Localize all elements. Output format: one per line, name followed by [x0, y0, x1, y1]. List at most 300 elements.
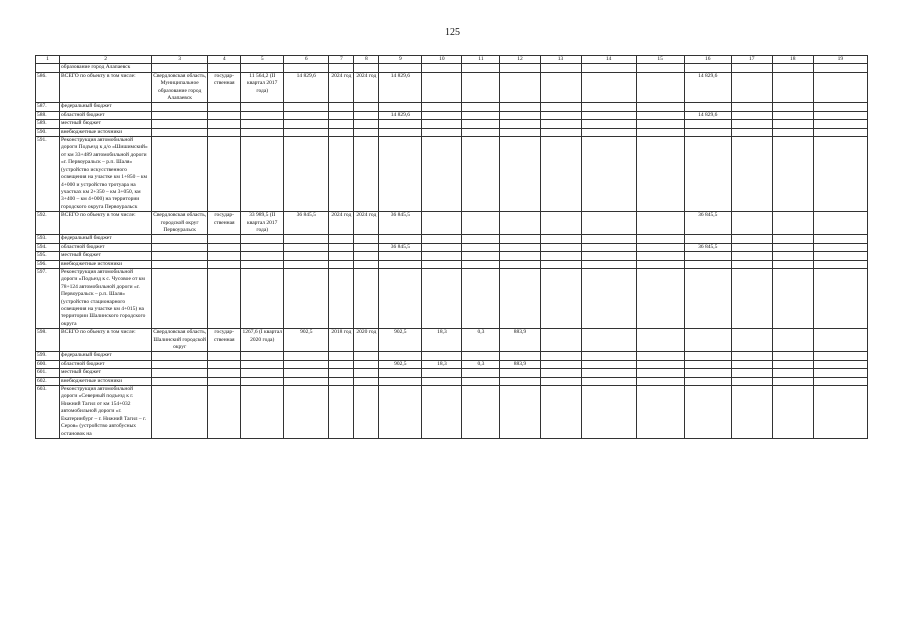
- table-cell: [813, 212, 867, 235]
- table-cell: [354, 377, 379, 385]
- table-cell: [208, 360, 241, 368]
- table-cell: [462, 128, 500, 136]
- table-cell: [636, 352, 684, 360]
- table-cell: 0,3: [462, 360, 500, 368]
- table-cell: [208, 377, 241, 385]
- table-cell: [241, 137, 284, 212]
- table-cell: государ-ственная: [208, 212, 241, 235]
- table-cell: [208, 243, 241, 251]
- table-cell: [540, 137, 581, 212]
- table-row: [36, 360, 868, 368]
- table-cell: [636, 120, 684, 128]
- table-cell: [422, 260, 462, 268]
- table-cell: 2024 год: [329, 212, 354, 235]
- table-cell: [813, 120, 867, 128]
- table-cell: [284, 64, 329, 72]
- table-cell: Реконструкция автомобильной дороги Подъезд к д/о «Шишимский» от км 33+489 автомобильной дороги «г. Первоуральск – р.п. Шаля» (устройство искусственного освещения на участке км 1+850 – км 4+000 и устройство тротуара на участках км 2+350 – км 3+050, км 3+400 – км 4+000) на территории городского округа Первоуральск: [60, 137, 152, 212]
- table-cell: областной бюджет: [60, 243, 152, 251]
- table-row: [36, 369, 868, 377]
- table-cell: [284, 369, 329, 377]
- table-cell: 902,5: [379, 329, 422, 352]
- table-cell: [284, 128, 329, 136]
- table-cell: [813, 252, 867, 260]
- table-cell: государ-ственная: [208, 72, 241, 103]
- table-cell: [731, 329, 772, 352]
- page-number: 125: [445, 27, 460, 38]
- table-cell: [813, 268, 867, 328]
- table-cell: [152, 103, 208, 111]
- column-header: 3: [152, 56, 208, 64]
- table-cell: [540, 243, 581, 251]
- table-cell: [152, 243, 208, 251]
- table-cell: [581, 329, 636, 352]
- table-cell: [422, 243, 462, 251]
- table-cell: [500, 111, 540, 119]
- table-cell: [731, 369, 772, 377]
- column-header: 4: [208, 56, 241, 64]
- table-cell: [329, 128, 354, 136]
- table-cell: [241, 377, 284, 385]
- table-cell: [731, 377, 772, 385]
- table-cell: местный бюджет: [60, 252, 152, 260]
- table-cell: [422, 120, 462, 128]
- table-row: [36, 329, 868, 352]
- table-cell: [500, 268, 540, 328]
- table-cell: [684, 120, 731, 128]
- column-header: 19: [813, 56, 867, 64]
- table-cell: [772, 268, 813, 328]
- table-cell: [422, 252, 462, 260]
- table-cell: [329, 235, 354, 243]
- table-cell: Свердловская область, Шалинский городской округ: [153, 329, 207, 351]
- table-cell: [540, 377, 581, 385]
- table-cell: 598.: [36, 329, 60, 352]
- table-cell: областной бюджет: [60, 360, 152, 368]
- column-header: 11: [462, 56, 500, 64]
- table-cell: [462, 103, 500, 111]
- table-cell: [329, 369, 354, 377]
- table-row: [36, 268, 868, 328]
- table-cell: [772, 72, 813, 103]
- table-cell: [636, 243, 684, 251]
- table-cell: [581, 212, 636, 235]
- table-cell: [581, 268, 636, 328]
- table-row: [36, 64, 868, 72]
- table-cell: 14 829,6: [684, 72, 731, 103]
- table-cell: [731, 212, 772, 235]
- table-row: [36, 377, 868, 385]
- table-cell: [540, 268, 581, 328]
- table-cell: [208, 235, 241, 243]
- table-cell: [500, 386, 540, 439]
- table-row: [36, 103, 868, 111]
- table-cell: [500, 260, 540, 268]
- table-cell: [684, 329, 731, 352]
- table-cell: [581, 252, 636, 260]
- table-cell: [684, 252, 731, 260]
- table-cell: [772, 235, 813, 243]
- table-cell: ВСЕГО по объекту в том числе:: [60, 212, 152, 235]
- table-cell: [731, 352, 772, 360]
- table-cell: [540, 260, 581, 268]
- column-header: 5: [241, 56, 284, 64]
- table-cell: [772, 243, 813, 251]
- table-cell: [422, 268, 462, 328]
- table-cell: внебюджетные источники: [60, 260, 152, 268]
- column-header: 9: [379, 56, 422, 64]
- table-cell: [813, 103, 867, 111]
- table-cell: 602.: [36, 377, 60, 385]
- table-row: [36, 243, 868, 251]
- table-cell: [581, 128, 636, 136]
- table-cell: [500, 235, 540, 243]
- table-cell: 2024 год: [329, 72, 354, 103]
- table-cell: [731, 243, 772, 251]
- table-cell: [422, 386, 462, 439]
- table-row: [36, 72, 868, 103]
- table-cell: [208, 128, 241, 136]
- table-cell: [684, 128, 731, 136]
- table-cell: 883,9: [500, 360, 540, 368]
- table-cell: [636, 268, 684, 328]
- table-cell: 883,9: [500, 329, 540, 352]
- table-cell: [462, 235, 500, 243]
- table-cell: 590.: [36, 128, 60, 136]
- table-cell: [813, 377, 867, 385]
- table-cell: [540, 212, 581, 235]
- table-cell: [241, 111, 284, 119]
- table-cell: [152, 268, 208, 328]
- table-cell: [208, 64, 241, 72]
- table-cell: 595.: [36, 252, 60, 260]
- table-cell: [772, 212, 813, 235]
- table-cell: [731, 260, 772, 268]
- column-header: 6: [284, 56, 329, 64]
- table-cell: [241, 64, 284, 72]
- table-cell: [636, 103, 684, 111]
- table-cell: [422, 352, 462, 360]
- table-cell: [500, 212, 540, 235]
- table-cell: 14 829,6: [379, 72, 422, 103]
- table-cell: [731, 64, 772, 72]
- table-cell: 14 829,6: [379, 111, 422, 119]
- table-cell: [284, 235, 329, 243]
- table-cell: [772, 111, 813, 119]
- table-cell: [581, 103, 636, 111]
- table-cell: [500, 243, 540, 251]
- table-cell: [684, 377, 731, 385]
- column-header: 13: [540, 56, 581, 64]
- table-cell: [813, 260, 867, 268]
- table-cell: [208, 111, 241, 119]
- table-cell: [208, 268, 241, 328]
- table-cell: [813, 360, 867, 368]
- table-cell: [422, 72, 462, 103]
- table-cell: 601.: [36, 369, 60, 377]
- table-cell: [540, 111, 581, 119]
- table-cell: 599.: [36, 352, 60, 360]
- table-cell: [581, 137, 636, 212]
- table-cell: [500, 377, 540, 385]
- table-cell: [354, 120, 379, 128]
- table-cell: [540, 103, 581, 111]
- table-cell: 600.: [36, 360, 60, 368]
- table-cell: [581, 120, 636, 128]
- table-cell: [329, 377, 354, 385]
- table-cell: [152, 377, 208, 385]
- table-cell: [462, 377, 500, 385]
- table-cell: 596.: [36, 260, 60, 268]
- table-cell: [813, 235, 867, 243]
- table-cell: [462, 120, 500, 128]
- table-cell: [500, 252, 540, 260]
- table-cell: [581, 235, 636, 243]
- table-cell: [354, 111, 379, 119]
- table-cell: 2020 год: [354, 329, 379, 352]
- table-cell: [241, 260, 284, 268]
- table-cell: [208, 252, 241, 260]
- table-cell: ВСЕГО по объекту в том числе:: [60, 329, 152, 352]
- table-cell: [462, 260, 500, 268]
- table-cell: [329, 111, 354, 119]
- table-cell: [241, 369, 284, 377]
- column-header: 15: [636, 56, 684, 64]
- table-cell: [813, 137, 867, 212]
- table-cell: [636, 260, 684, 268]
- table-cell: 36 845,5: [379, 212, 422, 235]
- budget-table: [35, 55, 868, 439]
- table-cell: [731, 72, 772, 103]
- table-row: [36, 137, 868, 212]
- table-cell: [684, 268, 731, 328]
- table-cell: [772, 128, 813, 136]
- table-cell: [500, 369, 540, 377]
- table-cell: [379, 260, 422, 268]
- table-cell: [636, 369, 684, 377]
- column-header: 10: [422, 56, 462, 64]
- table-cell: [354, 369, 379, 377]
- table-cell: 18,3: [422, 360, 462, 368]
- table-cell: [500, 64, 540, 72]
- table-cell: [540, 352, 581, 360]
- table-cell: [422, 235, 462, 243]
- table-cell: [284, 377, 329, 385]
- table-cell: [540, 235, 581, 243]
- table-cell: [152, 64, 208, 72]
- table-cell: [354, 252, 379, 260]
- table-cell: [284, 360, 329, 368]
- table-cell: [329, 243, 354, 251]
- table-cell: [36, 64, 60, 72]
- table-cell: [241, 128, 284, 136]
- table-cell: [284, 137, 329, 212]
- table-cell: [500, 128, 540, 136]
- table-cell: [772, 120, 813, 128]
- table-cell: [422, 64, 462, 72]
- table-row: [36, 111, 868, 119]
- table-cell: [241, 268, 284, 328]
- table-cell: [581, 72, 636, 103]
- table-cell: 587.: [36, 103, 60, 111]
- table-cell: федеральный бюджет: [60, 103, 152, 111]
- table-cell: [636, 360, 684, 368]
- table-cell: [636, 329, 684, 352]
- table-cell: [379, 128, 422, 136]
- table-cell: [354, 64, 379, 72]
- table-cell: [772, 329, 813, 352]
- table-cell: [329, 360, 354, 368]
- table-cell: [581, 360, 636, 368]
- table-cell: [284, 243, 329, 251]
- table-cell: [813, 128, 867, 136]
- table-cell: [379, 64, 422, 72]
- table-cell: [772, 137, 813, 212]
- table-cell: [684, 103, 731, 111]
- table-cell: [354, 235, 379, 243]
- table-cell: 603.: [36, 386, 60, 439]
- table-cell: 11 564,2 (II квартал 2017 года): [241, 72, 284, 103]
- table-cell: Свердловская область, Муниципальное образование город Алапаевск: [153, 72, 207, 102]
- table-cell: [422, 369, 462, 377]
- table-cell: [329, 352, 354, 360]
- table-cell: [284, 268, 329, 328]
- table-cell: [329, 386, 354, 439]
- table-cell: [462, 111, 500, 119]
- table-cell: 14 829,6: [284, 72, 329, 103]
- table-cell: [772, 260, 813, 268]
- table-cell: [152, 369, 208, 377]
- table-cell: 902,5: [284, 329, 329, 352]
- column-header: 14: [581, 56, 636, 64]
- table-cell: [354, 360, 379, 368]
- table-cell: [581, 64, 636, 72]
- table-cell: 14 829,6: [684, 111, 731, 119]
- table-cell: федеральный бюджет: [60, 235, 152, 243]
- table-row: [36, 352, 868, 360]
- table-row: [36, 260, 868, 268]
- table-cell: [152, 352, 208, 360]
- table-cell: [772, 369, 813, 377]
- table-cell: [208, 369, 241, 377]
- table-cell: [329, 252, 354, 260]
- table-cell: [772, 252, 813, 260]
- table-cell: [684, 260, 731, 268]
- table-cell: ВСЕГО по объекту в том числе:: [60, 72, 152, 103]
- table-cell: федеральный бюджет: [60, 352, 152, 360]
- table-cell: 33 989,5 (II квартал 2017 года): [241, 212, 284, 235]
- table-cell: [500, 352, 540, 360]
- table-cell: [462, 212, 500, 235]
- column-header: 17: [731, 56, 772, 64]
- table-cell: [152, 120, 208, 128]
- table-cell: [329, 64, 354, 72]
- table-cell: [684, 386, 731, 439]
- table-cell: [636, 212, 684, 235]
- table-cell: 902,5: [379, 360, 422, 368]
- table-cell: [540, 369, 581, 377]
- table-cell: [540, 360, 581, 368]
- table-cell: 2024 год: [354, 212, 379, 235]
- table-cell: [731, 128, 772, 136]
- table-cell: [540, 72, 581, 103]
- table-cell: 36 845,5: [284, 212, 329, 235]
- table-cell: [772, 360, 813, 368]
- table-cell: [462, 369, 500, 377]
- table-cell: [581, 352, 636, 360]
- table-cell: [636, 235, 684, 243]
- table-header-row: [36, 56, 868, 64]
- table-cell: 2018 год: [329, 329, 354, 352]
- table-cell: [684, 360, 731, 368]
- table-cell: [731, 137, 772, 212]
- table-cell: [354, 137, 379, 212]
- table-row: [36, 386, 868, 439]
- table-cell: [329, 260, 354, 268]
- table-cell: [813, 386, 867, 439]
- table-cell: [462, 352, 500, 360]
- table-row: [36, 252, 868, 260]
- table-cell: [354, 268, 379, 328]
- table-cell: [636, 252, 684, 260]
- column-header: 16: [684, 56, 731, 64]
- table-cell: [422, 103, 462, 111]
- table-cell: [540, 64, 581, 72]
- table-cell: [379, 120, 422, 128]
- table-cell: [684, 352, 731, 360]
- table-cell: [354, 103, 379, 111]
- table-cell: [500, 103, 540, 111]
- table-cell: [284, 252, 329, 260]
- table-cell: [772, 352, 813, 360]
- table-cell: [540, 128, 581, 136]
- table-cell: [329, 103, 354, 111]
- table-cell: [684, 137, 731, 212]
- table-cell: [540, 386, 581, 439]
- table-cell: [636, 111, 684, 119]
- table-cell: 36 845,5: [379, 243, 422, 251]
- table-cell: [379, 235, 422, 243]
- table-cell: [462, 386, 500, 439]
- table-cell: [379, 377, 422, 385]
- table-cell: [379, 386, 422, 439]
- table-cell: [813, 72, 867, 103]
- table-cell: [422, 137, 462, 212]
- table-cell: [636, 64, 684, 72]
- table-cell: 18,3: [422, 329, 462, 352]
- table-cell: 592.: [36, 212, 60, 235]
- table-cell: [208, 386, 241, 439]
- table-cell: Реконструкция автомобильной дороги «Северный подъезд к г. Нижний Тагил от км 154+032 автомобильной дороги «г. Екатеринбург – г. Нижний Тагил – г. Серов» (устройство автобусных остановок на: [60, 386, 152, 439]
- table-cell: [422, 377, 462, 385]
- table-cell: [152, 111, 208, 119]
- table-cell: [540, 252, 581, 260]
- table-cell: [731, 103, 772, 111]
- table-cell: [462, 64, 500, 72]
- table-cell: [581, 243, 636, 251]
- table-cell: [354, 260, 379, 268]
- table-cell: [462, 268, 500, 328]
- table-cell: [731, 111, 772, 119]
- table-cell: [379, 103, 422, 111]
- table-cell: [241, 103, 284, 111]
- table-cell: [241, 252, 284, 260]
- table-cell: [208, 120, 241, 128]
- table-cell: [731, 268, 772, 328]
- table-cell: [636, 377, 684, 385]
- table-cell: 591.: [36, 137, 60, 212]
- table-cell: [772, 103, 813, 111]
- table-cell: [354, 128, 379, 136]
